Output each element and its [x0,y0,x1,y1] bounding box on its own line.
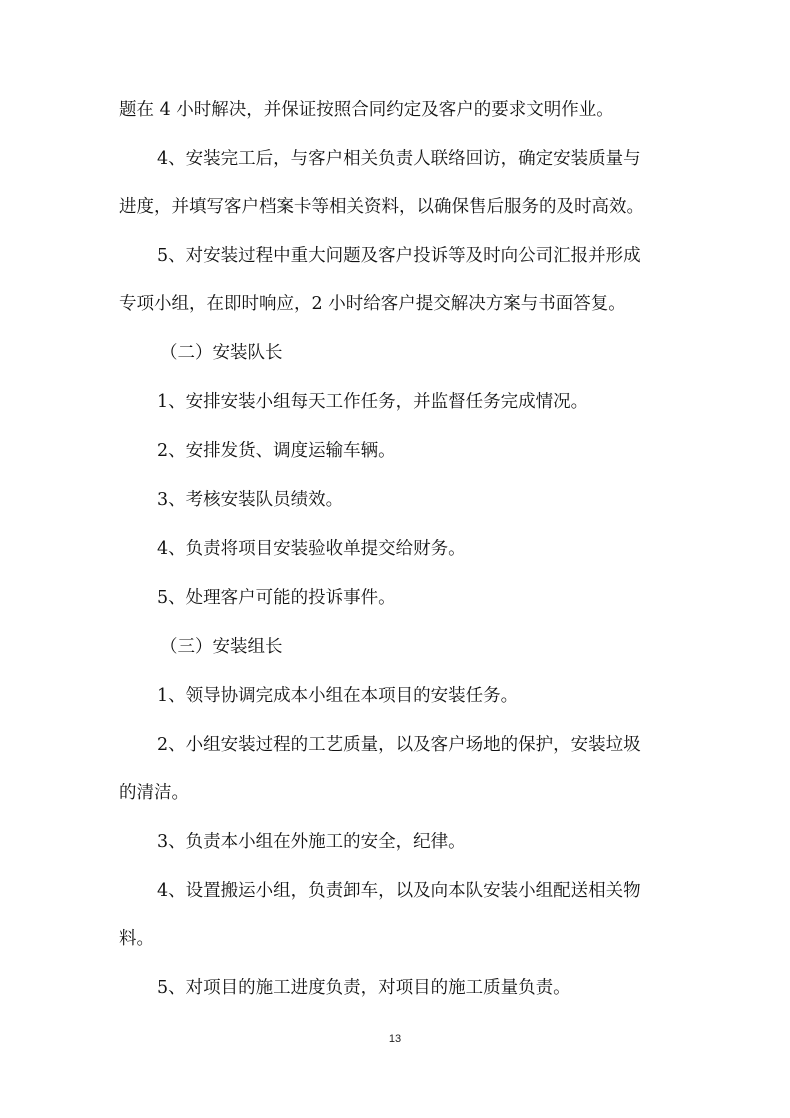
text-line: 5、对安装过程中重大问题及客户投诉等及时向公司汇报并形成 [157,246,641,266]
document-body [119,98,679,1000]
text-line: 专项小组，在即时响应，2 小时给客户提交解决方案与书面答复。 [119,294,626,314]
text-line: 进度，并填写客户档案卡等相关资料，以确保售后服务的及时高效。 [119,197,644,217]
text-line: 4、设置搬运小组，负责卸车，以及向本队安装小组配送相关物 [157,881,641,901]
text-line: 4、负责将项目安装验收单提交给财务。 [157,539,466,559]
text-line: 2、小组安装过程的工艺质量，以及客户场地的保护，安装垃圾 [157,735,641,755]
text-line: 5、对项目的施工进度负责，对项目的施工质量负责。 [157,978,571,998]
text-line: 题在 4 小时解决，并保证按照合同约定及客户的要求文明作业。 [119,100,614,120]
text-line: 的清洁。 [119,783,189,803]
page-number: 13 [388,1033,402,1045]
text-line: 4、安装完工后，与客户相关负责人联络回访，确定安装质量与 [157,149,641,169]
text-line: 3、考核安装队员绩效。 [157,490,344,510]
text-line: 1、安排安装小组每天工作任务，并监督任务完成情况。 [157,392,589,412]
section-heading: （二）安装队长 [160,343,283,363]
text-line: 料。 [119,929,154,949]
text-line: 3、负责本小组在外施工的安全，纪律。 [157,832,466,852]
text-line: 2、安排发货、调度运输车辆。 [157,441,396,461]
section-heading: （三）安装组长 [160,637,283,657]
text-line: 5、处理客户可能的投诉事件。 [157,588,396,608]
text-line: 1、领导协调完成本小组在本项目的安装任务。 [157,686,519,706]
